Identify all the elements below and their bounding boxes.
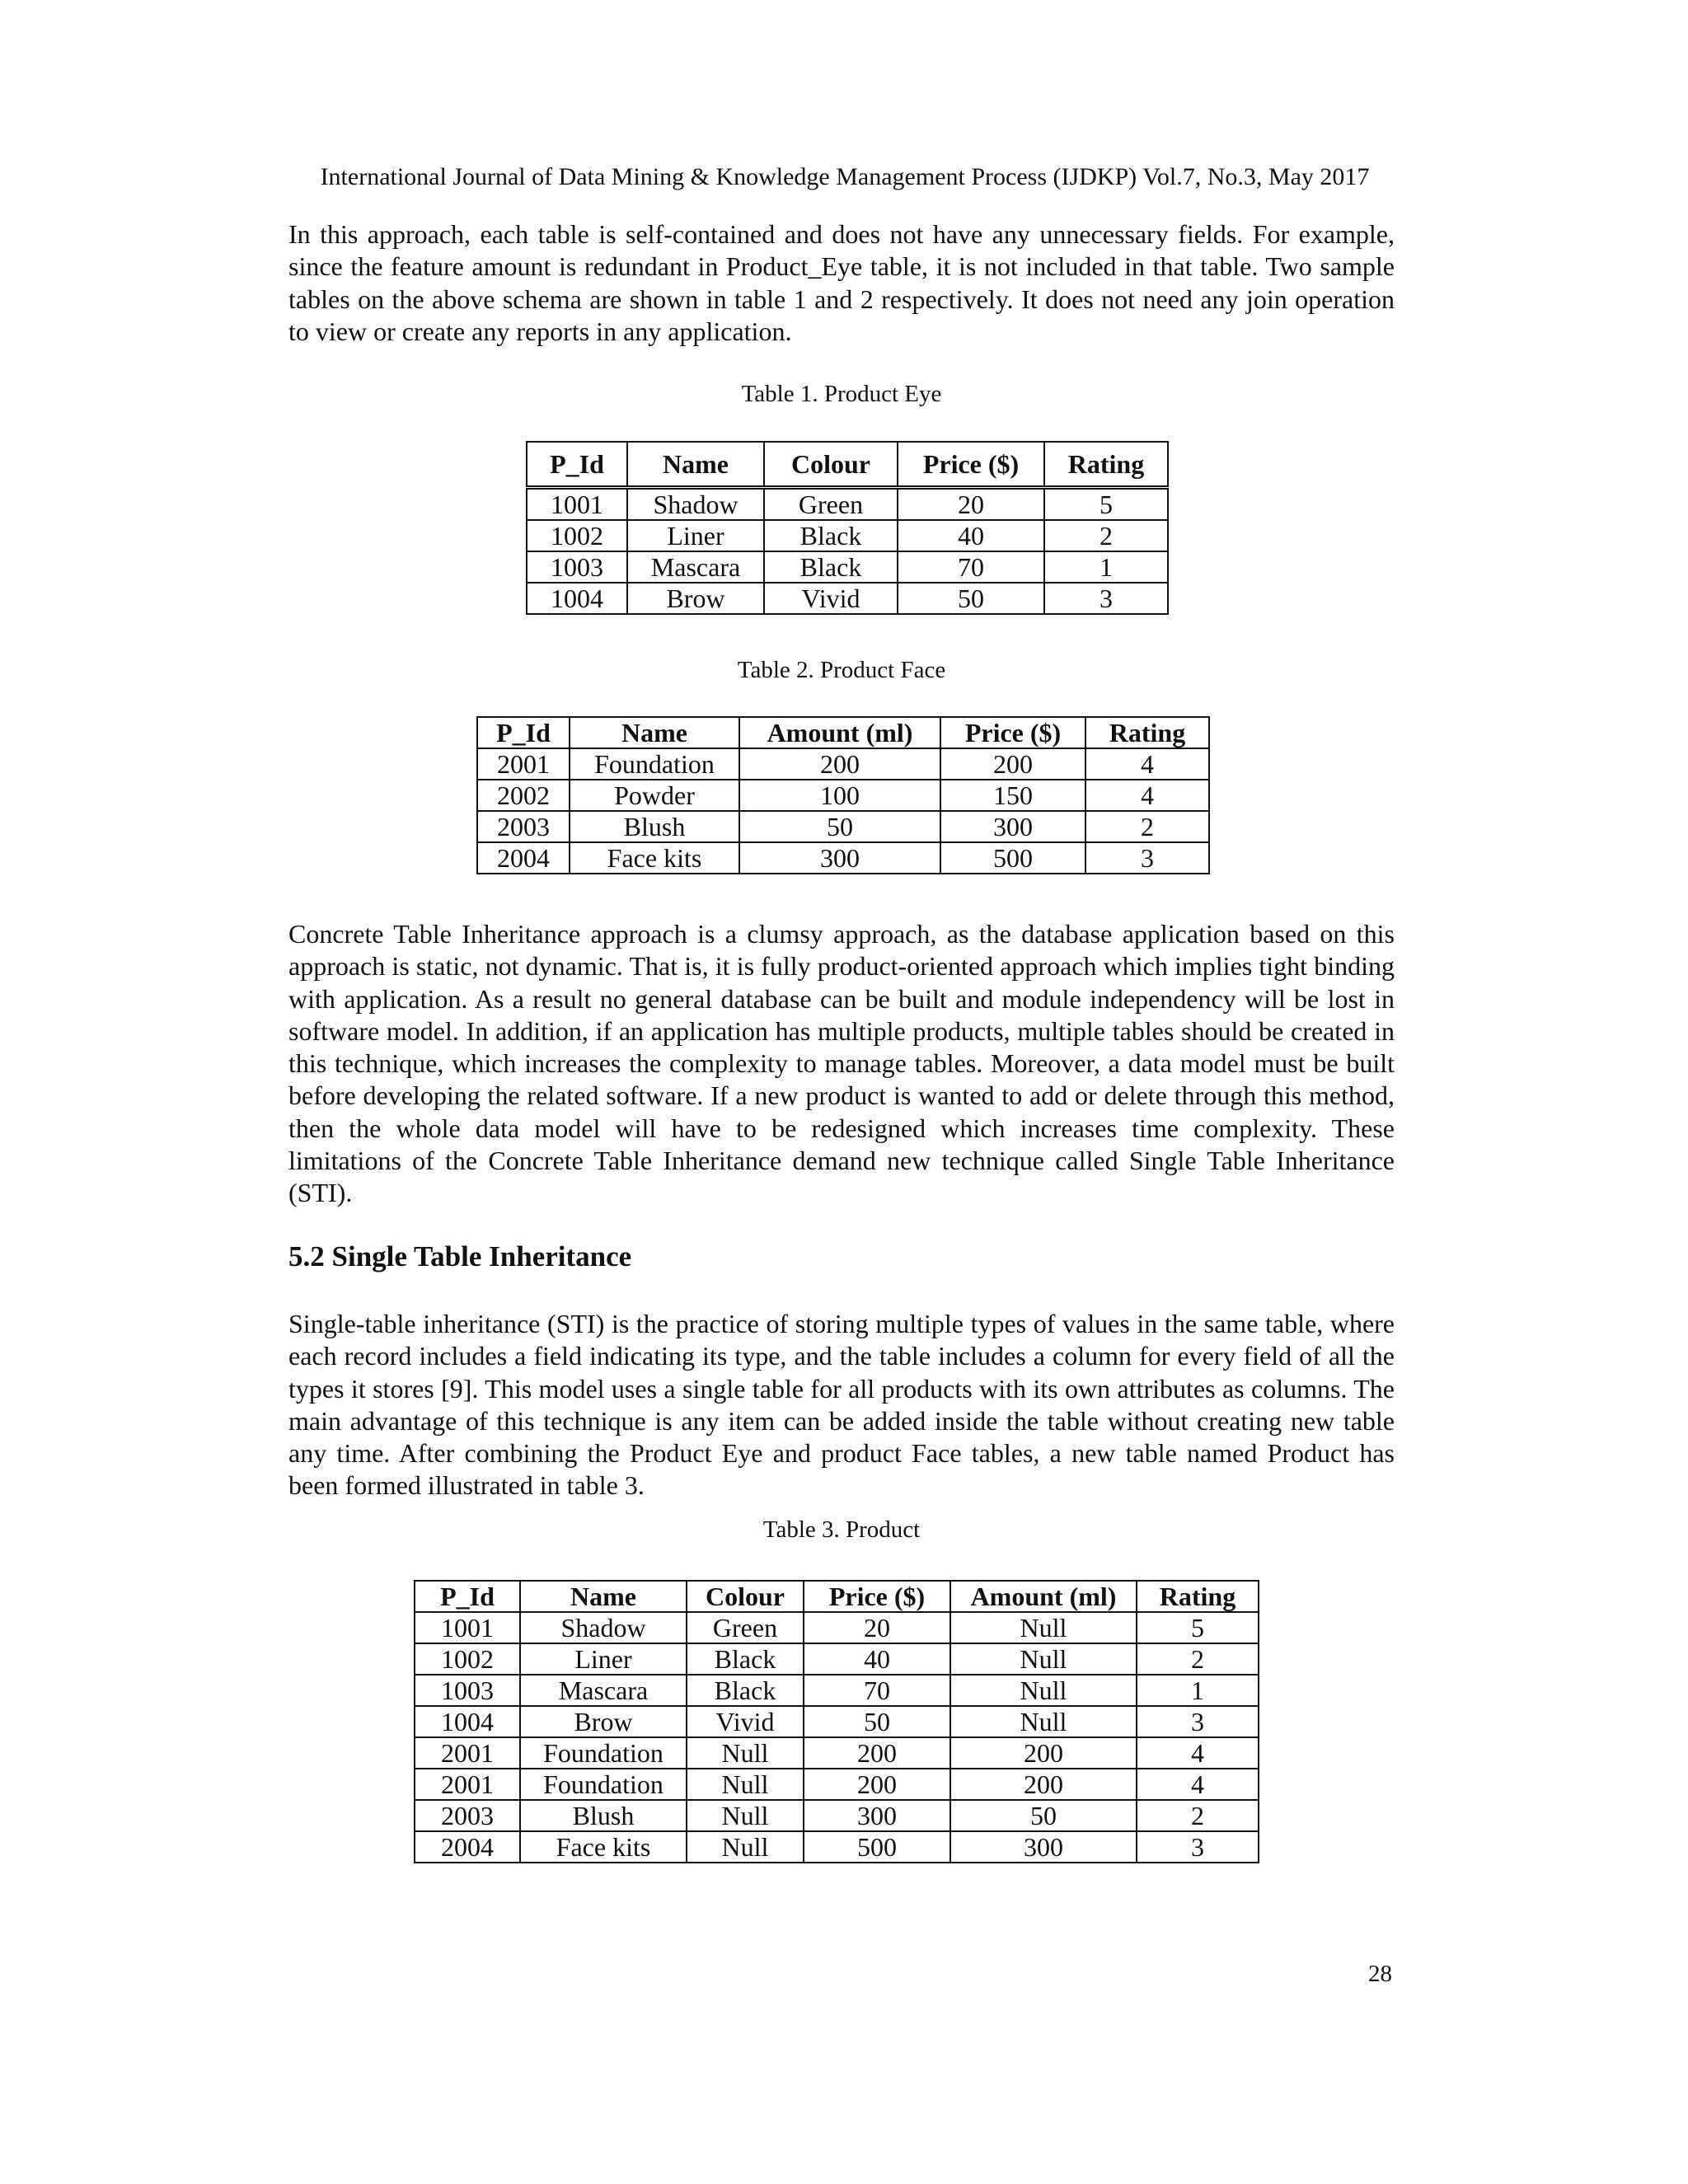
table-cell: 200 (950, 1737, 1137, 1769)
table3-header-row (415, 1581, 1259, 1612)
table-cell: 1001 (415, 1612, 520, 1643)
table-cell: Green (687, 1612, 804, 1643)
table-cell: 3 (1137, 1706, 1259, 1737)
table-cell: 200 (804, 1737, 950, 1769)
table-cell: 40 (898, 520, 1044, 551)
table-cell: Null (950, 1612, 1137, 1643)
table-row (527, 551, 1168, 583)
table-cell: Null (950, 1643, 1137, 1675)
table-cell: Shadow (520, 1612, 687, 1643)
table-cell: Brow (520, 1706, 687, 1737)
table2-header-cell: Name (570, 717, 739, 748)
table-cell: 3 (1137, 1831, 1259, 1863)
table-cell: 20 (804, 1612, 950, 1643)
table-row (415, 1612, 1259, 1643)
table3-header-cell: Name (520, 1581, 687, 1612)
table-cell: Brow (627, 583, 764, 614)
table-cell: 2003 (477, 811, 570, 842)
table-cell: 1004 (415, 1706, 520, 1737)
table1-header-cell: Rating (1044, 442, 1168, 488)
page-number: 28 (1368, 1961, 1392, 1987)
table-cell: 4 (1085, 780, 1209, 811)
table-cell: Black (687, 1643, 804, 1675)
table-row (415, 1831, 1259, 1863)
table-cell: Liner (520, 1643, 687, 1675)
table3-header-cell: Amount (ml) (950, 1581, 1137, 1612)
table-row (527, 583, 1168, 614)
table-cell: 50 (898, 583, 1044, 614)
table-cell: Vivid (687, 1706, 804, 1737)
table-cell: 40 (804, 1643, 950, 1675)
table3-header-cell: Price ($) (804, 1581, 950, 1612)
paragraph-intro: In this approach, each table is self-contained and does not have any unnecessary fields. For example, since the feature amount is redundant in Product_Eye table, it is not included in that table. Two sample tables on the above schema are shown in table 1 and 2 respectively. It does not need any join operation to view or create any reports in any application. (288, 219, 1395, 346)
table-row (477, 748, 1209, 780)
table-cell: 1 (1044, 551, 1168, 583)
table-cell: Null (687, 1800, 804, 1831)
table-cell: 4 (1085, 748, 1209, 780)
table-cell: Face kits (570, 842, 739, 874)
table-cell: Mascara (520, 1675, 687, 1706)
table-cell: Powder (570, 780, 739, 811)
running-header: International Journal of Data Mining & Knowledge Management Process (IJDKP) Vol.7, No.3, May 2017 (320, 163, 1370, 190)
table-cell: 70 (804, 1675, 950, 1706)
table1-caption: Table 1. Product Eye (741, 381, 942, 407)
table-cell: Black (687, 1675, 804, 1706)
table-cell: Vivid (764, 583, 898, 614)
table3-header-cell: Colour (687, 1581, 804, 1612)
table1-header-cell: Name (627, 442, 764, 488)
table2-header-row (477, 717, 1209, 748)
table-cell: Null (687, 1769, 804, 1800)
table-cell: 2004 (477, 842, 570, 874)
table-cell: 500 (940, 842, 1085, 874)
table-cell: Face kits (520, 1831, 687, 1863)
table-row (415, 1737, 1259, 1769)
table-cell: Shadow (627, 488, 764, 521)
table-product-eye (526, 441, 1169, 615)
table-cell: 1001 (527, 488, 627, 521)
table-cell: 300 (950, 1831, 1137, 1863)
table-cell: 2 (1044, 520, 1168, 551)
table1-header-cell: Price ($) (898, 442, 1044, 488)
table2-header-cell: Rating (1085, 717, 1209, 748)
table-cell: 50 (804, 1706, 950, 1737)
table2-caption: Table 2. Product Face (737, 657, 946, 683)
table2-header-cell: Price ($) (940, 717, 1085, 748)
table-cell: 3 (1044, 583, 1168, 614)
table-cell: 2 (1137, 1643, 1259, 1675)
table-cell: Blush (570, 811, 739, 842)
table-cell: 150 (940, 780, 1085, 811)
table1-header-cell: Colour (764, 442, 898, 488)
paragraph-sti: Single-table inheritance (STI) is the practice of storing multiple types of values in the same table, where each record includes a field indicating its type, and the table includes a column for every field of all the types it stores [9]. This model uses a single table for all products with its own attributes as columns. The main advantage of this technique is any item can be added inside the table without creating new table any time. After combining the Product Eye and product Face tables, a new table named Product has been formed illustrated in table 3. (288, 1309, 1395, 1501)
table-row (477, 780, 1209, 811)
table-cell: 1002 (527, 520, 627, 551)
table-row (527, 488, 1168, 521)
table-cell: Foundation (520, 1737, 687, 1769)
table-row (415, 1706, 1259, 1737)
table-cell: Black (764, 551, 898, 583)
table-row (415, 1675, 1259, 1706)
table-cell: Null (950, 1675, 1137, 1706)
table-cell: 100 (739, 780, 940, 811)
paragraph-concrete-table: Concrete Table Inheritance approach is a clumsy approach, as the database application based on this approach is static, not dynamic. That is, it is fully product-oriented approach which implies tight binding with application. As a result no general database can be built and module independency will be lost in software model. In addition, if an application has multiple products, multiple tables should be created in this technique, which increases the complexity to manage tables. Moreover, a data model must be built before developing the related software. If a new product is wanted to add or delete through this method, then the whole data model will have to be redesigned which increases time complexity. These limitations of the Concrete Table Inheritance demand new technique called Single Table Inheritance (STI). (288, 919, 1395, 1208)
table2-header-cell: Amount (ml) (739, 717, 940, 748)
table-cell: 50 (739, 811, 940, 842)
table-cell: 1 (1137, 1675, 1259, 1706)
table-cell: 70 (898, 551, 1044, 583)
table-cell: 300 (804, 1800, 950, 1831)
table-cell: 2001 (415, 1737, 520, 1769)
table-cell: 300 (940, 811, 1085, 842)
table-cell: 1004 (527, 583, 627, 614)
table1-header-cell: P_Id (527, 442, 627, 488)
table-row (415, 1643, 1259, 1675)
table-cell: 300 (739, 842, 940, 874)
table-product-face (476, 716, 1210, 874)
table-cell: 3 (1085, 842, 1209, 874)
table-cell: 5 (1137, 1612, 1259, 1643)
table-cell: 2001 (415, 1769, 520, 1800)
table-cell: Foundation (570, 748, 739, 780)
table-cell: Null (950, 1706, 1137, 1737)
table-row (477, 842, 1209, 874)
table-cell: Mascara (627, 551, 764, 583)
table1-header-row (527, 442, 1168, 488)
table-cell: Null (687, 1737, 804, 1769)
table-cell: 200 (940, 748, 1085, 780)
table3-caption: Table 3. Product (762, 1516, 921, 1543)
table-cell: 200 (739, 748, 940, 780)
section-heading: 5.2 Single Table Inheritance (288, 1240, 632, 1272)
table-cell: Null (687, 1831, 804, 1863)
table-cell: 200 (804, 1769, 950, 1800)
table-cell: 500 (804, 1831, 950, 1863)
table-cell: 1003 (415, 1675, 520, 1706)
table-cell: 1002 (415, 1643, 520, 1675)
table-row (415, 1800, 1259, 1831)
table-cell: 2002 (477, 780, 570, 811)
table-cell: Blush (520, 1800, 687, 1831)
table2-header-cell: P_Id (477, 717, 570, 748)
table-cell: 5 (1044, 488, 1168, 521)
table-cell: 2 (1137, 1800, 1259, 1831)
table-cell: 2 (1085, 811, 1209, 842)
table-cell: Liner (627, 520, 764, 551)
table-row (527, 520, 1168, 551)
table-cell: 4 (1137, 1769, 1259, 1800)
table-cell: 200 (950, 1769, 1137, 1800)
table-cell: 20 (898, 488, 1044, 521)
table3-header-cell: Rating (1137, 1581, 1259, 1612)
table-cell: 50 (950, 1800, 1137, 1831)
table-cell: 4 (1137, 1737, 1259, 1769)
table-cell: Green (764, 488, 898, 521)
table-cell: Foundation (520, 1769, 687, 1800)
table-cell: Black (764, 520, 898, 551)
table-row (477, 811, 1209, 842)
table-cell: 2003 (415, 1800, 520, 1831)
table-cell: 2004 (415, 1831, 520, 1863)
table-product (414, 1580, 1259, 1863)
table-row (415, 1769, 1259, 1800)
table-cell: 2001 (477, 748, 570, 780)
table-cell: 1003 (527, 551, 627, 583)
table3-header-cell: P_Id (415, 1581, 520, 1612)
